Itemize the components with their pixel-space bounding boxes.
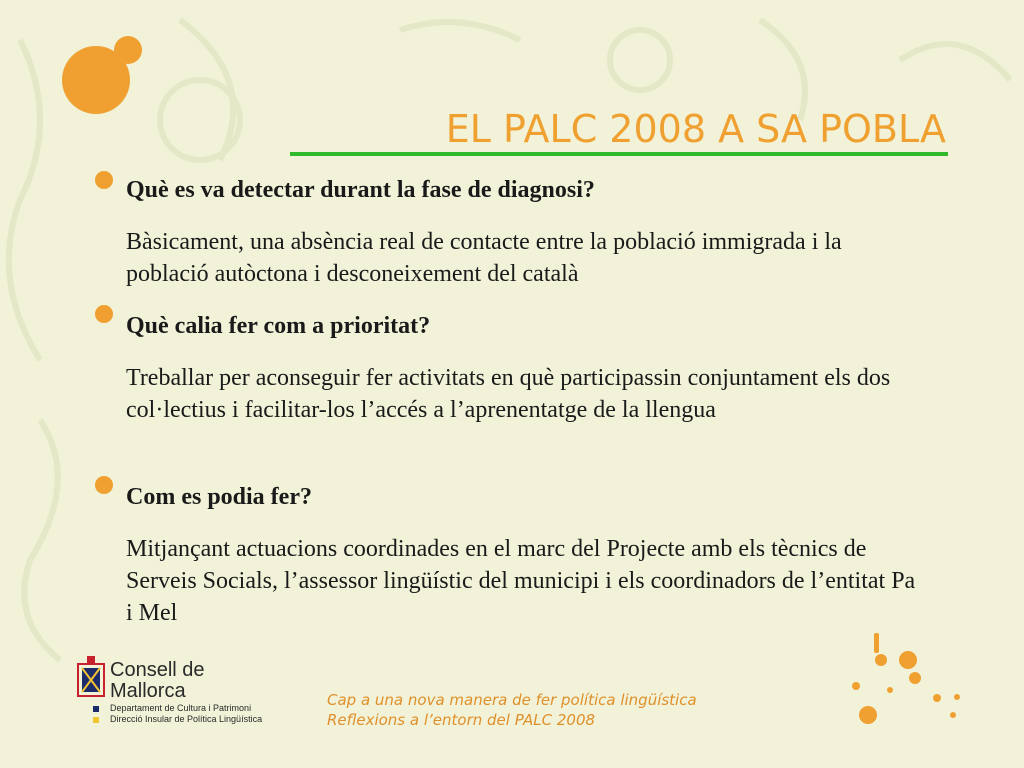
- consell-de-mallorca-emblem-icon: [76, 656, 106, 698]
- slide-title: EL PALC 2008 A SA POBLA: [445, 107, 946, 151]
- question-2: Què calia fer com a prioritat?: [126, 313, 431, 339]
- bullet-icon: [95, 305, 113, 323]
- logo-name-line1: Consell de: [110, 659, 205, 681]
- bullet-square-icon: [93, 717, 99, 723]
- bullet-icon: [95, 171, 113, 189]
- logo-name-line2: Mallorca: [110, 680, 186, 702]
- bullet-icon: [95, 476, 113, 494]
- answer-1: Bàsicament, una absència real de contacte entre la població immigrada i la població autòctona i desconeixement del català: [126, 229, 842, 287]
- footer-text: [327, 690, 697, 730]
- logo-dept-line2: Direcció Insular de Política Lingüística: [110, 714, 263, 724]
- logo-dept-line1: Departament de Cultura i Patrimoni: [110, 703, 252, 713]
- bullet-square-icon: [93, 706, 99, 712]
- answer-2: Treballar per aconseguir fer activitats en què participassin conjuntament els dos col·lectius i facilitar-los l’accés a l’aprenentatge de la llengua: [126, 365, 891, 423]
- logo-department: [110, 703, 262, 725]
- question-3: Com es podia fer?: [126, 484, 312, 510]
- answer-3: Mitjançant actuacions coordinades en el marc del Projecte amb els tècnics de Serveis Socials, l’assessor lingüístic del municipi i els coordinadors de l’entitat Pa i Mel: [126, 536, 916, 626]
- footer-line1: Cap a una nova manera de fer política lingüística: [327, 691, 697, 709]
- question-1: Què es va detectar durant la fase de diagnosi?: [126, 177, 595, 203]
- footer-line2: Reflexions a l’entorn del PALC 2008: [327, 711, 596, 729]
- title-underline: [290, 152, 948, 156]
- logo-name: [110, 660, 205, 702]
